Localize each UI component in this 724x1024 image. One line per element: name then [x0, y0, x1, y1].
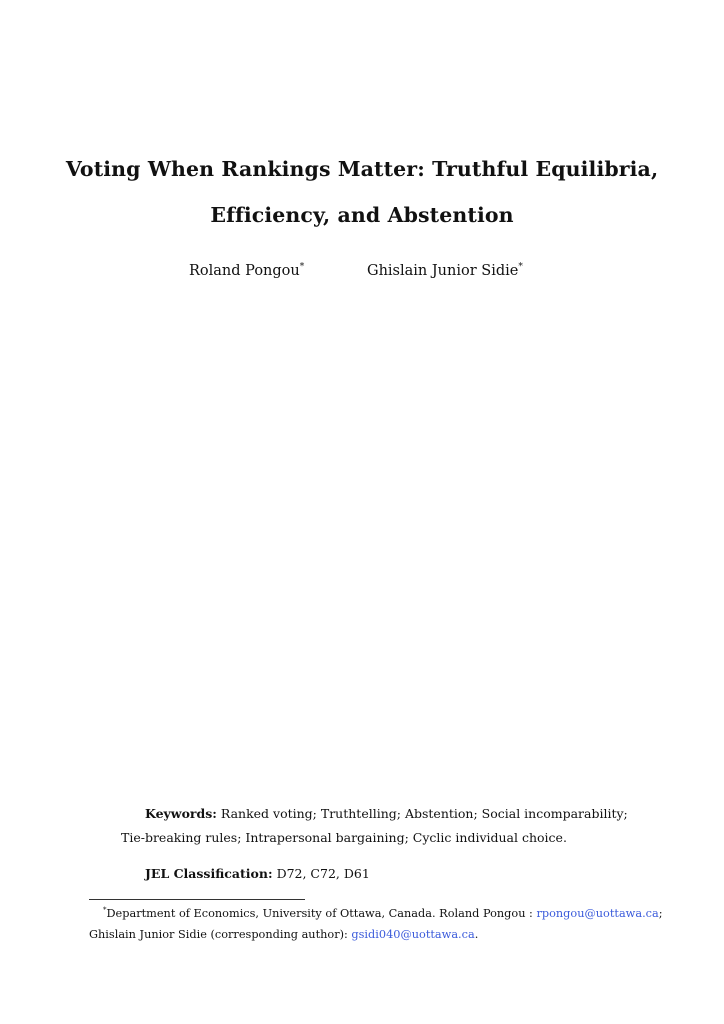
jel-classification: [145, 866, 370, 881]
author-name: Ghislain Junior Sidie: [367, 263, 519, 279]
author-sidie: [367, 262, 523, 279]
footnote-corresponding: Ghislain Junior Sidie (corresponding author):: [89, 928, 352, 941]
footnote-punct: .: [474, 928, 479, 941]
footnote-line-1: [103, 906, 663, 920]
paper-title-line-2: Efficiency, and Abstention: [210, 203, 514, 227]
author-name: Roland Pongou: [189, 263, 300, 279]
footnote-line-2: [89, 928, 478, 941]
keywords-line-1: [145, 806, 628, 821]
author-pongou: [189, 262, 304, 279]
paper-title-line-1: Voting When Rankings Matter: Truthful Equilibria,: [65, 157, 659, 181]
keywords-line-2: Tie-breaking rules; Intrapersonal bargaining; Cyclic individual choice.: [121, 830, 567, 845]
keywords-label: Keywords:: [145, 806, 217, 821]
footnote-affiliation: Department of Economics, University of Ottawa, Canada. Roland Pongou :: [106, 907, 537, 920]
email-link-sidie[interactable]: gsidi040@uottawa.ca: [351, 928, 475, 941]
jel-label: JEL Classification:: [145, 866, 273, 881]
author-footnote-mark: *: [299, 262, 305, 272]
author-footnote-mark: *: [518, 262, 523, 272]
footnote-punct: ;: [658, 907, 663, 920]
keywords-text: Ranked voting; Truthtelling; Abstention; Social incomparability;: [220, 806, 628, 821]
footnote-mark: *: [103, 906, 107, 914]
footnote-rule: [89, 899, 305, 900]
jel-codes: D72, C72, D61: [276, 866, 370, 881]
email-link-pongou[interactable]: rpongou@uottawa.ca: [536, 907, 659, 920]
